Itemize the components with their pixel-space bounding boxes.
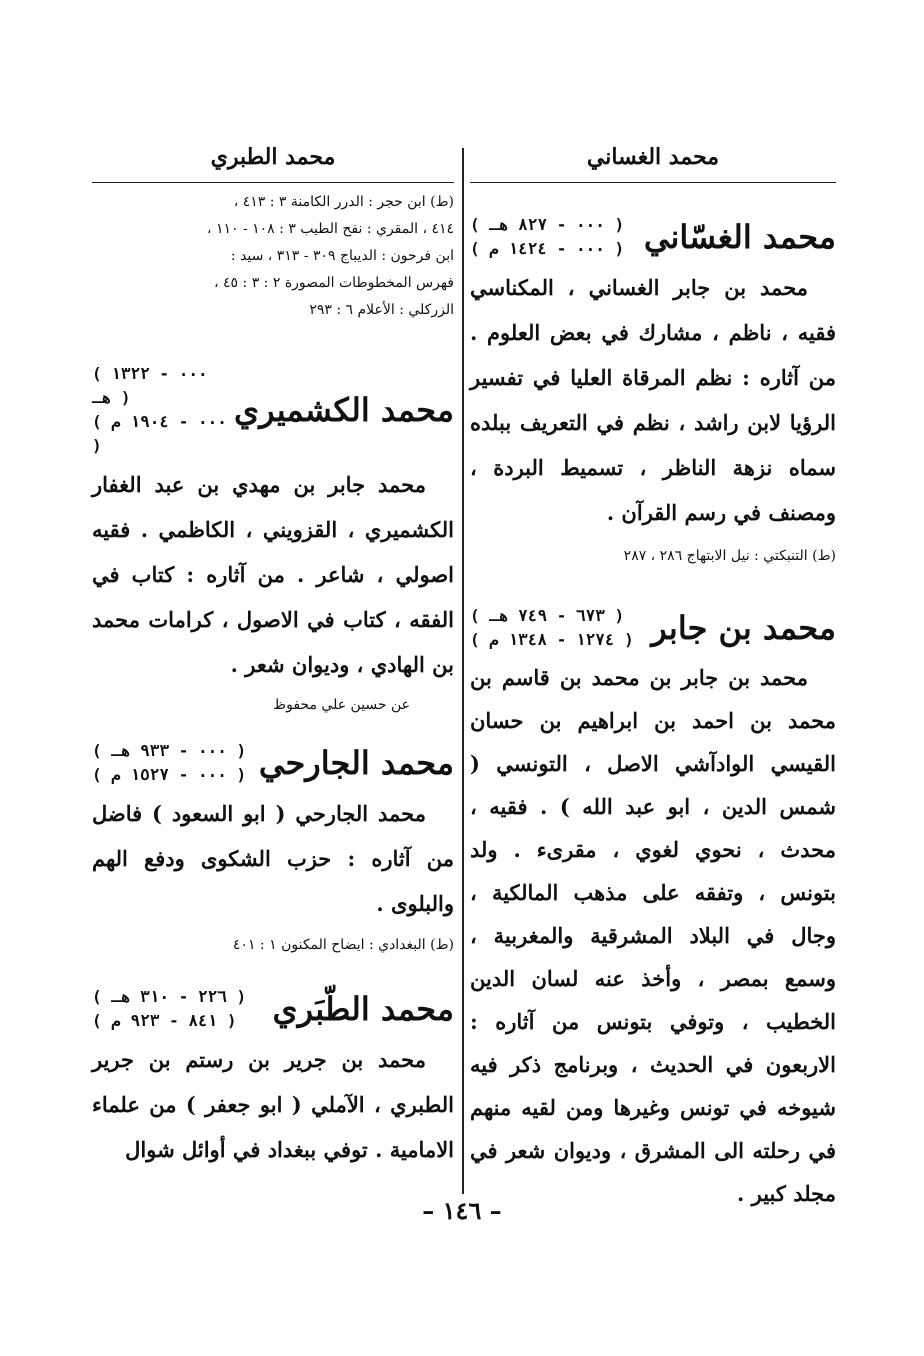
column-divider — [462, 148, 464, 1194]
dates-hijri: ( ٠٠٠ - ٩٣٣ هـ ) — [92, 741, 247, 760]
source-line: (ط) ابن حجر : الدرر الكامنة ٣ : ٤١٣ ، — [233, 194, 454, 210]
entry-dates — [92, 362, 234, 458]
running-head-left: محمد الطبري — [92, 132, 454, 183]
entry-body: محمد جابر بن مهدي بن عبد الغفار الكشميري ، القزويني ، الكاظمي . فقيه اصولي ، شاعر . من آثاره : كتاب في الفقه ، كتاب في الاصول ، كرامات محمد بن الهادي ، وديوان شعر . — [92, 472, 454, 677]
source-line: ابن فرحون : الديباج ٣٠٩ - ٣١٣ ، سيد : — [230, 248, 454, 264]
entry-source: (ط) البغدادي : ايضاح المكنون ١ : ٤٠١ — [232, 937, 454, 953]
entry-dates — [470, 604, 634, 652]
entry-heading — [92, 739, 454, 787]
entry-heading — [92, 985, 454, 1033]
left-column — [92, 132, 454, 1172]
entry-body: محمد بن جابر بن محمد بن قاسم بن محمد بن احمد بن ابراهيم بن حسان القيسي الوادآشي الاصل ، التونسي ( شمس الدين ، ابو عبد الله ) . فقيه ، محدث ، نحوي لغوي ، مقرىء . ولد بتونس ، وتفقه على مذهب المالكية ، وجال في البلاد المشرقية والمغربية ، وسمع بمصر ، وأخذ عنه لسان الدين الخطيب ، وتوفي بتونس من آثاره : الاربعون في الحديث ، وبرنامج ذكر فيه شيوخه في تونس وغيرها ومن لقيه منهم في رحلته الى المشرق ، وديوان شعر في مجلد كبير . — [470, 665, 836, 1206]
entry-name: محمد الجارحي — [258, 744, 454, 782]
dates-hijri: ( ٦٧٣ - ٧٤٩ هـ ) — [470, 606, 625, 625]
dates-miladi: ( ٠٠٠ - ١٤٢٤ م ) — [470, 239, 625, 258]
dates-miladi: ( ١٢٧٤ - ١٣٤٨ م ) — [470, 630, 634, 649]
entry-dates — [470, 213, 624, 261]
dates-miladi: ( ٠٠٠ - ١٥٢٧ م ) — [92, 765, 247, 784]
entry-heading — [470, 604, 836, 652]
sources-block — [92, 189, 454, 324]
entry-name: محمد الكشميري — [234, 391, 454, 429]
entry-body: محمد بن جرير بن رستم بن جرير الطبري ، الآملي ( ابو جعفر ) من علماء الامامية . توفي ببغداد في أوائل شوال — [92, 1047, 454, 1162]
source-line: فهرس المخطوطات المصورة ٢ : ٣ : ٤٥ ، — [214, 275, 454, 291]
dates-hijri: ( ٢٢٦ - ٣١٠ هـ ) — [92, 987, 247, 1006]
author-note: عن حسين علي محفوظ — [273, 697, 410, 713]
entry-name: محمد بن جابر — [651, 609, 836, 647]
source-line: الزركلي : الأعلام ٦ : ٢٩٣ — [309, 302, 454, 318]
entry-source: (ط) التنبكتي : نيل الابتهاج ٢٨٦ ، ٢٨٧ — [623, 548, 836, 564]
entry-dates — [92, 985, 246, 1033]
running-head-right: محمد الغساني — [470, 132, 836, 183]
dates-miladi: ( ٠٠٠ - ١٩٠٤ م ) — [92, 412, 227, 455]
entry-heading — [470, 213, 836, 261]
entry-heading — [92, 362, 454, 458]
entry-body: محمد بن جابر الغساني ، المكناسي فقيه ، ناظم ، مشارك في بعض العلوم . من آثاره : نظم المرقاة العليا في تفسير الرؤيا لابن راشد ، نظم في التعريف ببلده سماه نزهة الناظر ، تسميط البردة ، ومصنف في رسم القرآن . — [470, 275, 836, 525]
dates-hijri: ( ٠٠٠ - ١٣٢٢ هـ ) — [92, 364, 208, 407]
right-column — [470, 132, 836, 1215]
page-number: – ١٤٦ – — [422, 1196, 502, 1225]
source-line: ٤١٤ ، المقري : نفح الطيب ٣ : ١٠٨ - ١١٠ ، — [206, 221, 454, 237]
dates-miladi: ( ٨٤١ - ٩٢٣ م ) — [92, 1011, 237, 1030]
entry-name: محمد الغسّاني — [643, 218, 836, 256]
entry-body: محمد الجارحي ( ابو السعود ) فاضل من آثاره : حزب الشكوى ودفع الهم والبلوى . — [92, 801, 454, 916]
entry-dates — [92, 739, 246, 787]
dates-hijri: ( ٠٠٠ - ٨٢٧ هـ ) — [470, 215, 625, 234]
entry-name: محمد الطّبَري — [272, 990, 454, 1028]
